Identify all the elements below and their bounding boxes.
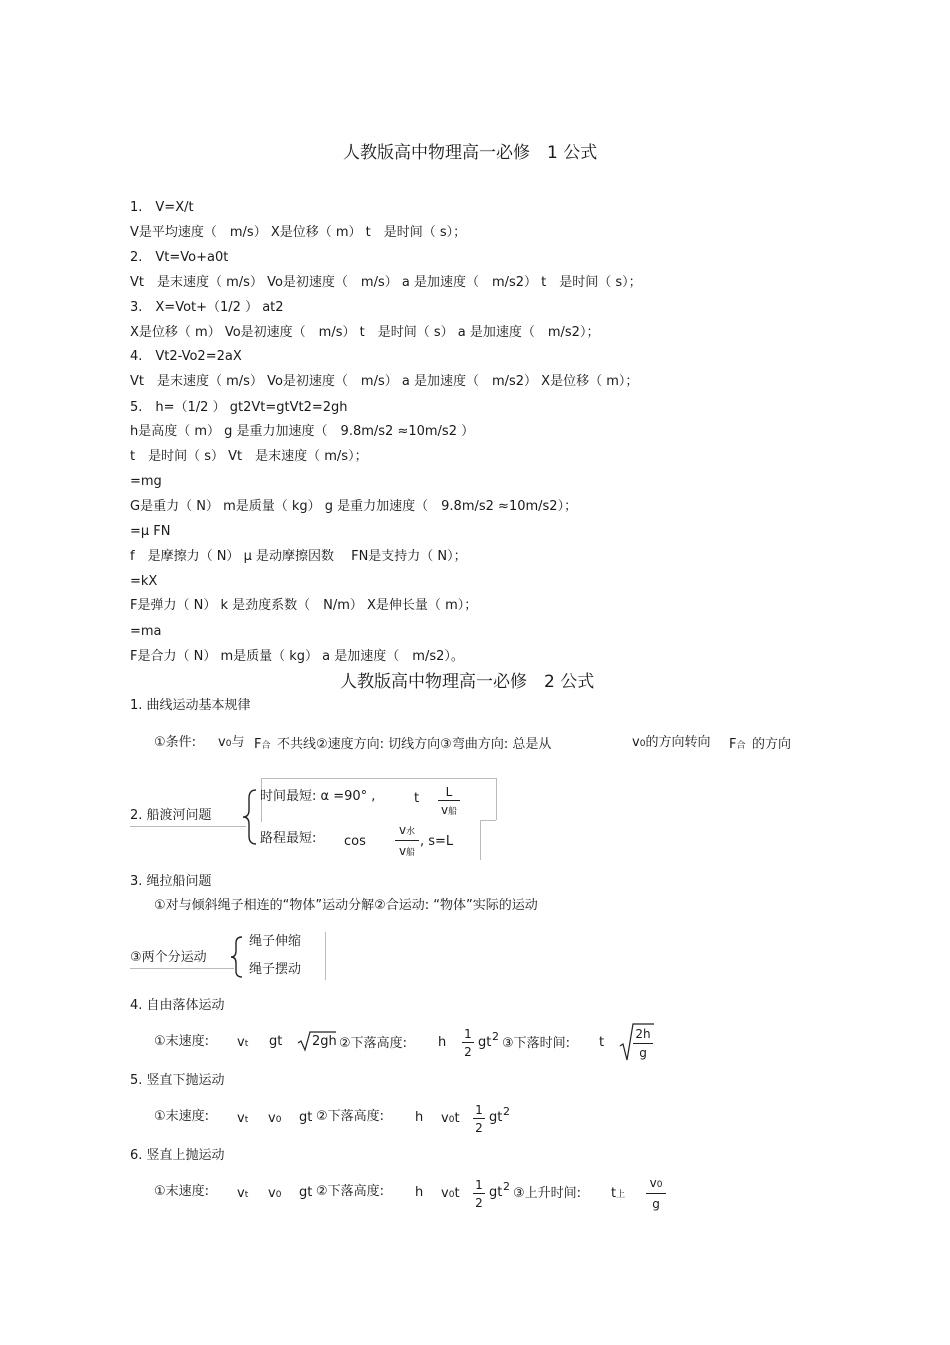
fraction-bar bbox=[633, 1043, 653, 1044]
symbol-h: h bbox=[438, 1035, 447, 1050]
divider bbox=[325, 932, 326, 980]
symbol-h: h bbox=[415, 1185, 424, 1200]
formula-line: f 是摩擦力（ N） μ 是动摩擦因数 FN是支持力（ N）； bbox=[130, 549, 467, 564]
superscript-2: 2 bbox=[503, 1105, 510, 1118]
path-equation: , s=L bbox=[420, 834, 454, 849]
symbol-t: t bbox=[414, 791, 420, 806]
rope-decomposition: ①对与倾斜绳子相连的“物体”运动分解②合运动: “物体”实际的运动 bbox=[154, 898, 538, 913]
symbol-gt2: gt bbox=[489, 1185, 503, 1200]
symbol-v0t: v0t bbox=[441, 1111, 460, 1126]
symbol-gt2: gt bbox=[489, 1110, 503, 1125]
formula-line: G是重力（ N） m是质量（ kg） g 是重力加速度（ 9.8m/s2 ≈10m/s2）； bbox=[130, 499, 578, 514]
fraction-bar bbox=[462, 1042, 474, 1043]
fraction-numerator: v0 bbox=[649, 1176, 663, 1190]
symbol-gt: gt bbox=[299, 1110, 313, 1125]
final-velocity-label: ①末速度: bbox=[154, 1184, 210, 1199]
time-shortest-label: 时间最短: α =90° , bbox=[260, 789, 376, 804]
formula-line: X是位移（ m） Vo是初速度（ m/s） t 是时间（ s） a 是加速度（ m/s2）； bbox=[130, 325, 600, 340]
fraction-bar bbox=[646, 1193, 666, 1194]
fraction-denominator: v船 bbox=[398, 844, 416, 858]
symbol-v0: v0 bbox=[268, 1186, 282, 1201]
page-title-1: 人教版高中物理高一必修 1 公式 bbox=[343, 143, 598, 163]
formula-line: 3. X=Vot+（1/2 ） at2 bbox=[130, 300, 284, 315]
formula-line: 4. Vt2-Vo2=2aX bbox=[130, 349, 242, 364]
brace-icon bbox=[228, 935, 246, 979]
formula-line: 5. h=（1/2 ） gt2Vt=gtVt2=2gh bbox=[130, 400, 348, 415]
fraction-bar bbox=[395, 840, 419, 841]
formula-line: V是平均速度（ m/s） X是位移（ m） t 是时间（ s）； bbox=[130, 225, 467, 240]
fraction-denominator: 2 bbox=[464, 1045, 472, 1059]
symbol-vt: vt bbox=[237, 1035, 249, 1050]
brace-icon bbox=[240, 788, 260, 846]
divider bbox=[130, 968, 234, 969]
symbol-gt: gt bbox=[299, 1185, 313, 1200]
formula-line: =μ FN bbox=[130, 524, 171, 539]
formula-line: =mg bbox=[130, 474, 162, 489]
fall-height-label: ②下落高度: bbox=[316, 1109, 385, 1124]
fraction-numerator: v水 bbox=[398, 823, 416, 837]
rope-swing: 绳子摆动 bbox=[249, 962, 302, 977]
section-heading: 1. 曲线运动基本规律 bbox=[130, 698, 251, 713]
fraction-denominator: 2 bbox=[475, 1121, 483, 1135]
fraction-denominator: v船 bbox=[440, 803, 458, 817]
condition-end: 的方向 bbox=[752, 737, 792, 752]
symbol-t-up: t上 bbox=[611, 1186, 626, 1201]
symbol-vt: vt bbox=[237, 1111, 249, 1126]
formula-line: =ma bbox=[130, 624, 162, 639]
symbol-gt2: gt bbox=[478, 1035, 492, 1050]
fraction-denominator: g bbox=[652, 1197, 660, 1211]
section-heading: 5. 竖直下抛运动 bbox=[130, 1073, 225, 1088]
superscript-2: 2 bbox=[503, 1180, 510, 1193]
condition-label: ①条件: bbox=[154, 735, 197, 750]
divider bbox=[496, 778, 497, 820]
condition-text: 不共线②速度方向: 切线方向③弯曲方向: 总是从 bbox=[277, 737, 552, 752]
formula-line: F是合力（ N） m是质量（ kg） a 是加速度（ m/s2）。 bbox=[130, 649, 464, 664]
formula-line: Vt 是末速度（ m/s） Vo是初速度（ m/s） a 是加速度（ m/s2） t 是时间（ s）； bbox=[130, 275, 642, 290]
fraction-numerator: 1 bbox=[464, 1027, 472, 1041]
symbol-gt: gt bbox=[269, 1034, 283, 1049]
formula-line: =kX bbox=[130, 574, 158, 589]
section-heading: 2. 船渡河问题 bbox=[130, 808, 212, 823]
divider bbox=[261, 778, 497, 779]
fall-height-label: ②下落高度: bbox=[339, 1036, 408, 1051]
final-velocity-label: ①末速度: bbox=[154, 1109, 210, 1124]
symbol-v0: v0与 bbox=[218, 735, 245, 750]
symbol-cos: cos bbox=[344, 834, 366, 849]
rope-stretch: 绳子伸缩 bbox=[249, 934, 302, 949]
symbol-f-net: F合 bbox=[729, 737, 746, 752]
superscript-2: 2 bbox=[492, 1030, 499, 1043]
symbol-v0t: v0t bbox=[441, 1186, 460, 1201]
formula-line: h是高度（ m） g 是重力加速度（ 9.8m/s2 ≈10m/s2 ） bbox=[130, 424, 475, 439]
rise-time-label: ③上升时间: bbox=[513, 1186, 582, 1201]
fraction-numerator: 1 bbox=[475, 1103, 483, 1117]
fall-height-label: ②下落高度: bbox=[316, 1184, 385, 1199]
two-components-label: ③两个分运动 bbox=[130, 950, 207, 965]
page-title-2: 人教版高中物理高一必修 2 公式 bbox=[340, 672, 595, 692]
divider bbox=[130, 826, 246, 827]
fraction-bar bbox=[473, 1118, 485, 1119]
fraction-bar bbox=[438, 800, 460, 801]
fraction-bar bbox=[473, 1193, 485, 1194]
section-heading: 3. 绳拉船问题 bbox=[130, 874, 212, 889]
symbol-t: t bbox=[599, 1035, 605, 1050]
symbol-vt: vt bbox=[237, 1186, 249, 1201]
formula-line: t 是时间（ s） Vt 是末速度（ m/s）； bbox=[130, 449, 368, 464]
fraction-numerator: 1 bbox=[475, 1178, 483, 1192]
final-velocity-label: ①末速度: bbox=[154, 1034, 210, 1049]
divider bbox=[480, 820, 481, 860]
symbol-h: h bbox=[415, 1110, 424, 1125]
formula-line: 1. V=X/t bbox=[130, 200, 194, 215]
symbol-f-net: F合 bbox=[254, 737, 271, 752]
fraction-numerator: 2h bbox=[635, 1027, 651, 1041]
section-heading: 6. 竖直上抛运动 bbox=[130, 1148, 225, 1163]
section-heading: 4. 自由落体运动 bbox=[130, 998, 225, 1013]
fraction-numerator: L bbox=[445, 785, 453, 799]
fall-time-label: ③下落时间: bbox=[502, 1036, 571, 1051]
symbol-v0: v0的方向转向 bbox=[632, 735, 711, 750]
sqrt-radicand: 2gh bbox=[312, 1034, 337, 1049]
formula-line: 2. Vt=Vo+a0t bbox=[130, 250, 229, 265]
formula-line: Vt 是末速度（ m/s） Vo是初速度（ m/s） a 是加速度（ m/s2） X是位移（ m）； bbox=[130, 374, 639, 389]
fraction-denominator: g bbox=[639, 1046, 647, 1060]
formula-line: F是弹力（ N） k 是劲度系数（ N/m） X是伸长量（ m）； bbox=[130, 598, 478, 613]
divider bbox=[480, 820, 496, 821]
fraction-denominator: 2 bbox=[475, 1196, 483, 1210]
symbol-v0: v0 bbox=[268, 1111, 282, 1126]
path-shortest-label: 路程最短: bbox=[260, 831, 317, 846]
